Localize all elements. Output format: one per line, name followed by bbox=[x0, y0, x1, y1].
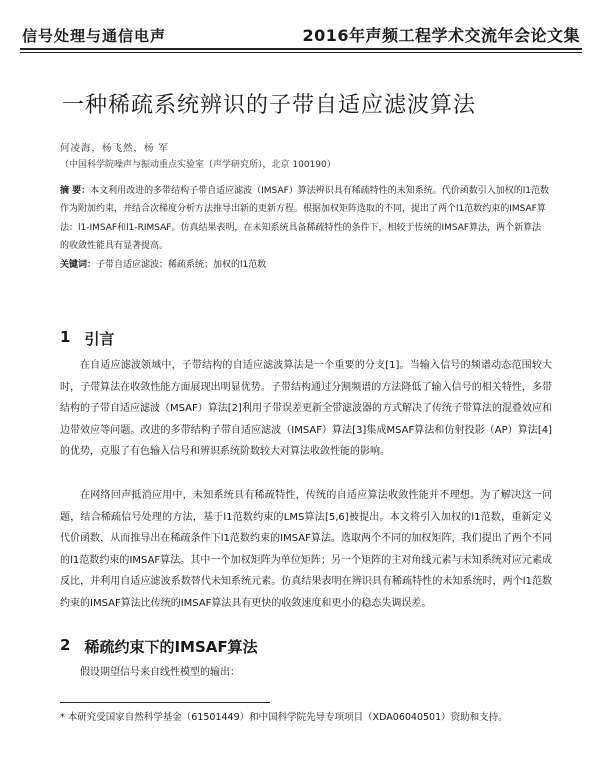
section-number: 1 bbox=[60, 328, 71, 346]
section-number: 2 bbox=[60, 636, 71, 654]
author-list: 何凌海，杨飞然，杨 军 bbox=[60, 143, 170, 154]
section-heading-1 bbox=[60, 328, 114, 349]
body-paragraph: 在自适应滤波领域中，子带结构的自适应滤波算法是一个重要的分支[1]。当输入信号的频谱动态范围较大时，子带算法在收敛性能方面展现出明显优势。子带结构通过分割频谱的方法降低了输入信号的相关特性，多带结构的子带自适应滤波（MSAF）算法[2]利用子带误差更新全带滤波器的方式解决了传统子带算法的混叠效应和边带效应等问题。改进的多带结构子带自适应滤波（IMSAF）算法[3]集成MSAF算法和仿射投影（AP）算法[4]的优势，克服了有色输入信号和辨识系统阶数较大对算法收敛性能的影响。 bbox=[60, 360, 552, 458]
section-title: 引言 bbox=[84, 330, 115, 348]
abstract-block bbox=[60, 182, 550, 274]
section-title: 稀疏约束下的IMSAF算法 bbox=[84, 638, 258, 656]
abstract-text: 本文利用改进的多带结构子带自适应滤波（IMSAF）算法辨识具有稀疏特性的未知系统。代价函数引入加权的l1范数作为附加约束，并结合次梯度分析方法推导出新的更新方程。根据加权矩阵选取的不同，提出了两个l1范数约束的IMSAF算法：l1-IMSAF和l1-RIMSAF。仿真结果表明，在未知系统具备稀疏特性的条件下，相较于传统的IMSAF算法，两个新算法的收敛性能具有显著提高。 bbox=[60, 186, 550, 252]
keywords-label: 关键词： bbox=[60, 259, 97, 270]
keywords-text: 子带自适应滤波；稀疏系统；加权的l1范数 bbox=[96, 259, 267, 270]
header-rule-thin bbox=[20, 52, 582, 53]
header-rule bbox=[20, 48, 582, 50]
header-proceedings: 2016年声频工程学术交流年会论文集 bbox=[302, 26, 580, 45]
footnote: * 本研究受国家自然科学基金（61501449）和中国科学院先导专项项目（XDA06040501）资助和支持。 bbox=[60, 712, 508, 723]
body-paragraph: 在网络回声抵消应用中，未知系统具有稀疏特性，传统的自适应算法收敛性能并不理想。为了解决这一问题，结合稀疏信号处理的方法，基于l1范数约束的LMS算法[5,6]被提出。本文将引入加权的l1范数，重新定义代价函数，从而推导出在稀疏条件下l1范数约束的IMSAF算法。选取两个不同的加权矩阵，我们提出了两个不同的l1范数约束的IMSAF算法。其中一个加权矩阵为单位矩阵；另一个矩阵的主对角线元素与未知系统对应元素成反比，并利用自适应滤波系数替代未知系统元素。仿真结果表明在辨识具有稀疏特性的未知系统时，两个l1范数约束的IMSAF算法比传统的IMSAF算法具有更快的收敛速度和更小的稳态失调误差。 bbox=[60, 490, 552, 609]
body-paragraph: 假设期望信号来自线性模型的输出： bbox=[80, 667, 240, 678]
running-header bbox=[22, 20, 580, 46]
footnote-rule bbox=[60, 702, 270, 703]
abstract-label: 摘 要： bbox=[60, 186, 91, 196]
header-journal: 信号处理与通信电声 bbox=[22, 27, 167, 45]
paper-title: 一种稀疏系统辨识的子带自适应滤波算法 bbox=[62, 93, 477, 118]
affiliation: （中国科学院噪声与振动重点实验室（声学研究所），北京 100190） bbox=[60, 160, 336, 170]
section-heading-2 bbox=[60, 636, 258, 657]
